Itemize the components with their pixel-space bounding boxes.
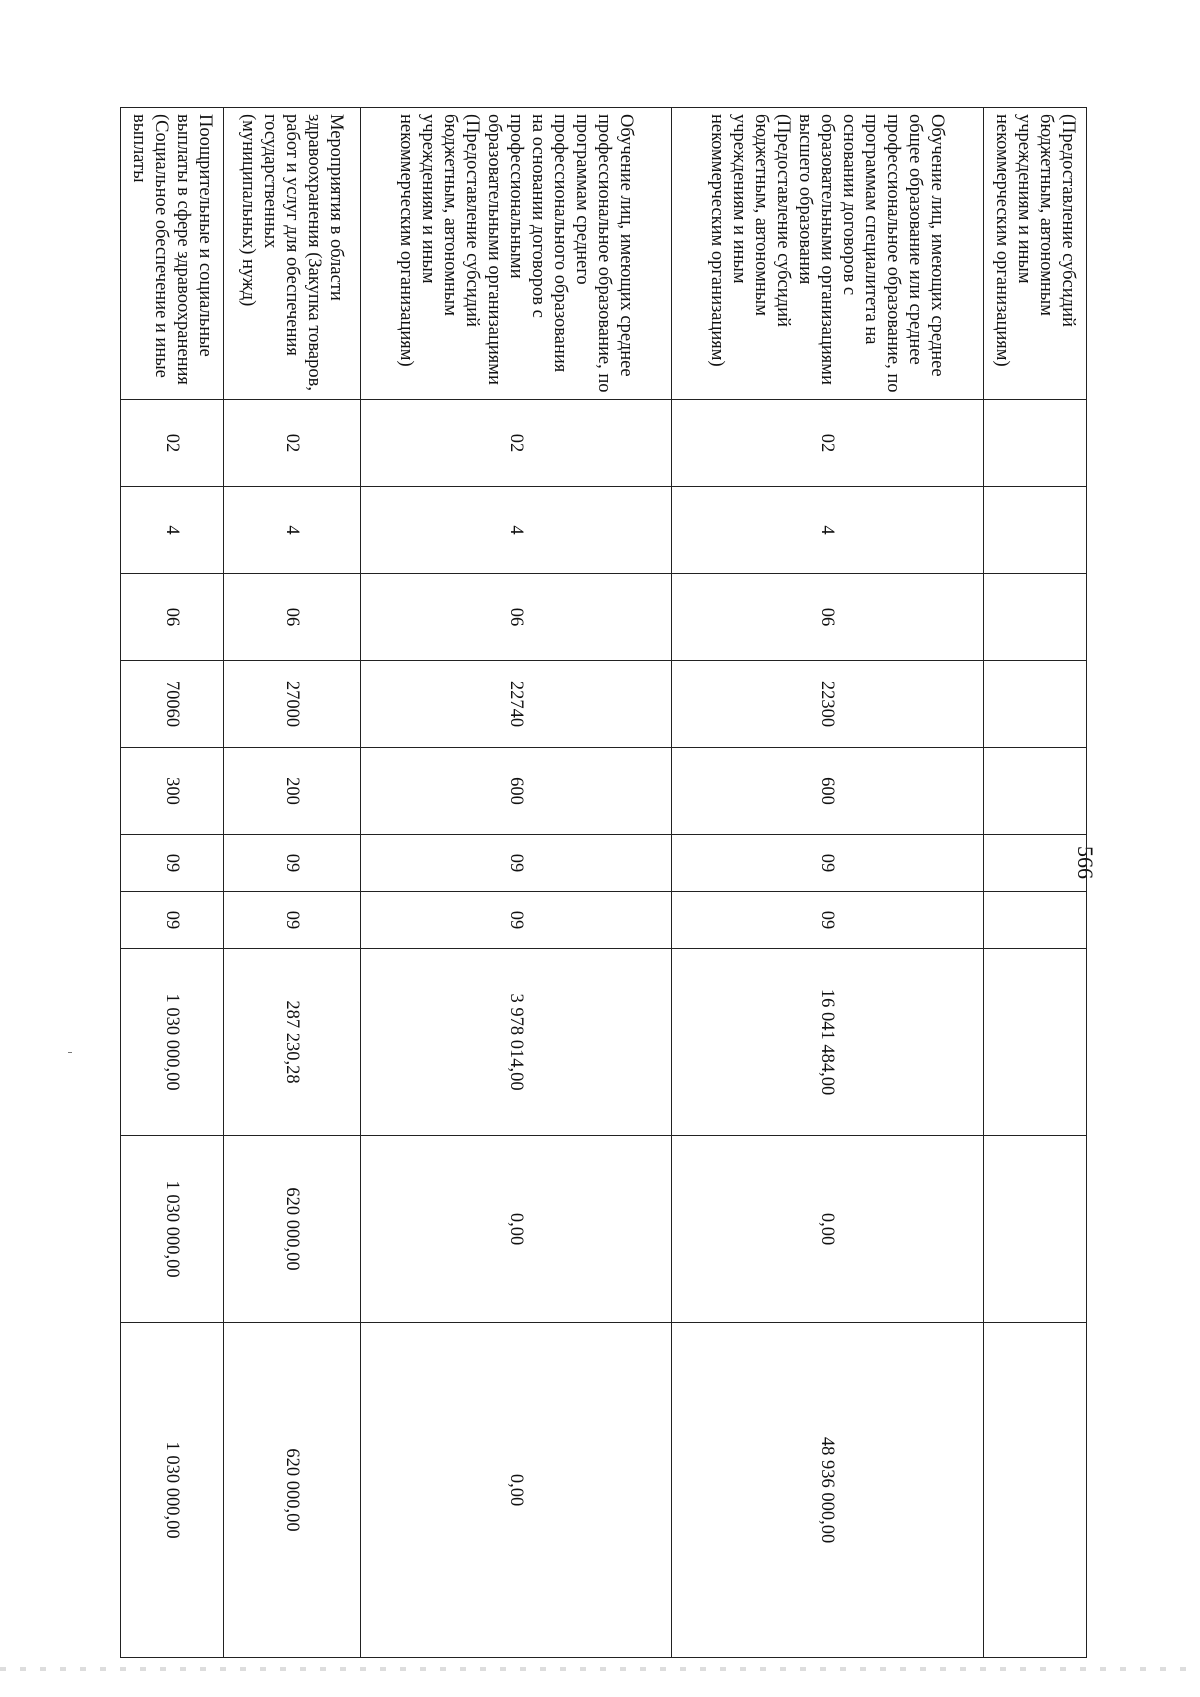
cell-sum-year2: 620 000,00	[224, 1136, 360, 1323]
cell-section: 09	[672, 835, 983, 892]
cell-subprogram: 4	[121, 487, 224, 574]
cell-subsection	[983, 892, 1086, 949]
cell-subprogram: 4	[360, 487, 671, 574]
table-row	[672, 108, 983, 1658]
cell-direction	[983, 661, 1086, 748]
cell-program: 02	[224, 400, 360, 487]
cell-sum-year1	[983, 949, 1086, 1136]
cell-direction: 22300	[672, 661, 983, 748]
budget-table	[120, 107, 1087, 1658]
cell-sum-year1: 287 230,28	[224, 949, 360, 1136]
scan-speck	[68, 1052, 72, 1053]
cell-expense-type: 300	[121, 748, 224, 835]
cell-subsection: 09	[121, 892, 224, 949]
cell-program: 02	[672, 400, 983, 487]
cell-subsection: 09	[224, 892, 360, 949]
cell-sum-year1: 1 030 000,00	[121, 949, 224, 1136]
cell-subsection: 09	[672, 892, 983, 949]
cell-subprogram	[983, 487, 1086, 574]
cell-sum-year2	[983, 1136, 1086, 1323]
row-name: Обучение лиц, имеющих среднее общее образование или среднее профессиональное образование, по программам специалитета на основании договоров с образовательными организациями высшего образования (Предоставление субсидий бюджетным, автономным учреждениям и иным некоммерческим организациям)	[672, 108, 983, 400]
cell-expense-type	[983, 748, 1086, 835]
cell-program: 02	[360, 400, 671, 487]
table-row	[224, 108, 360, 1658]
cell-section: 09	[224, 835, 360, 892]
cell-main-event: 06	[224, 574, 360, 661]
cell-sum-year2: 0,00	[672, 1136, 983, 1323]
cell-sum-year3: 620 000,00	[224, 1323, 360, 1658]
cell-subprogram: 4	[672, 487, 983, 574]
scan-edge-noise	[0, 1667, 1200, 1671]
cell-main-event: 06	[360, 574, 671, 661]
cell-expense-type: 600	[360, 748, 671, 835]
cell-section: 09	[121, 835, 224, 892]
cell-expense-type: 600	[672, 748, 983, 835]
table-row	[360, 108, 671, 1658]
cell-main-event: 06	[121, 574, 224, 661]
row-name: Мероприятия в области здравоохранения (Закупка товаров, работ и услуг для обеспечения государственных (муниципальных) нужд)	[224, 108, 360, 400]
row-name: Поощрительные и социальные выплаты в сфере здравоохранения (Социальное обеспечение и иные выплаты	[121, 108, 224, 400]
cell-program: 02	[121, 400, 224, 487]
cell-expense-type: 200	[224, 748, 360, 835]
table-row	[121, 108, 224, 1658]
cell-sum-year3: 48 936 000,00	[672, 1323, 983, 1658]
cell-sum-year3: 1 030 000,00	[121, 1323, 224, 1658]
cell-sum-year2: 1 030 000,00	[121, 1136, 224, 1323]
cell-main-event	[983, 574, 1086, 661]
cell-subsection: 09	[360, 892, 671, 949]
cell-section: 09	[360, 835, 671, 892]
cell-main-event: 06	[672, 574, 983, 661]
cell-direction: 22740	[360, 661, 671, 748]
row-name: (Предоставление субсидий бюджетным, автономным учреждениям и иным некоммерческим организациям)	[983, 108, 1086, 400]
page-number: 566	[1073, 846, 1098, 879]
cell-sum-year2: 0,00	[360, 1136, 671, 1323]
cell-program	[983, 400, 1086, 487]
budget-table-rotated	[120, 107, 1087, 1647]
cell-subprogram: 4	[224, 487, 360, 574]
cell-direction: 27000	[224, 661, 360, 748]
cell-sum-year1: 3 978 014,00	[360, 949, 671, 1136]
row-name: Обучение лиц, имеющих среднее профессиональное образование, по программам среднего профессионального образования на основании договоров с профессиональными образовательными организациями (Предоставление субсидий бюджетным, автономным учреждениям и иным некоммерческим организациям)	[360, 108, 671, 400]
cell-sum-year3	[983, 1323, 1086, 1658]
cell-section	[983, 835, 1086, 892]
cell-direction: 70060	[121, 661, 224, 748]
cell-sum-year3: 0,00	[360, 1323, 671, 1658]
table-row	[983, 108, 1086, 1658]
cell-sum-year1: 16 041 484,00	[672, 949, 983, 1136]
